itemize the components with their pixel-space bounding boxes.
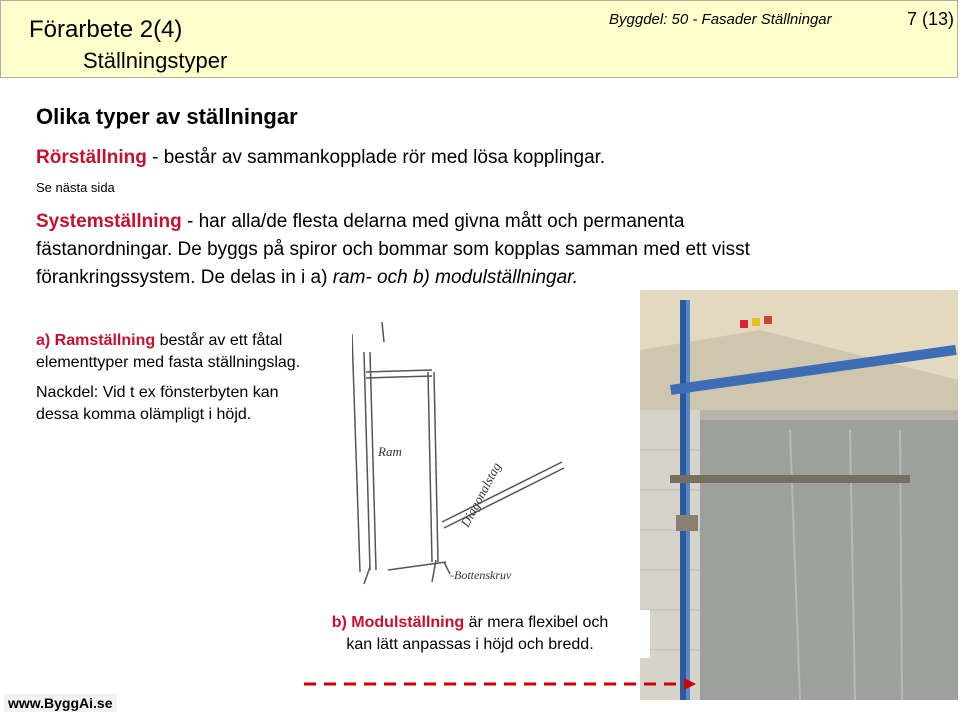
- modulstallning-photo: [640, 290, 958, 700]
- dashed-arrow: [300, 676, 700, 692]
- header-byggdel: Byggdel: 50 - Fasader Ställningar: [609, 11, 832, 28]
- system-text-3-italic: ram- och b) modulställningar.: [332, 267, 579, 288]
- ror-text: - består av sammankopplade rör med lösa kopplingar.: [146, 147, 606, 168]
- system-text-1: - har alla/de flesta delarna med givna mått och permanenta: [181, 211, 685, 232]
- sketch-label-bottenskruv: -Bottenskruv: [450, 568, 512, 582]
- header-title: Förarbete 2(4): [29, 16, 183, 43]
- system-text-3: förankringssystem. De delas in i a): [36, 267, 333, 288]
- modul-term: b) Modulställning: [331, 614, 465, 631]
- header-subtitle: Ställningstyper: [83, 48, 228, 73]
- system-line-3: [36, 266, 578, 290]
- sketch-label-diagonalstag: Diagonalstag: [457, 459, 504, 530]
- see-next-note: Se nästa sida: [36, 180, 115, 195]
- ram-line-1: [36, 330, 356, 352]
- system-term: Systemställning: [36, 211, 182, 232]
- ram-line-2: elementtyper med fasta ställningslag.: [36, 354, 301, 371]
- footer-website: www.ByggAi.se: [4, 694, 117, 712]
- sketch-label-ram: Ram: [378, 444, 402, 459]
- modul-line-1: [290, 612, 650, 634]
- system-line-1: [36, 210, 684, 234]
- ram-description: [36, 330, 356, 426]
- ror-term: Rörställning: [36, 147, 147, 168]
- section-heading: Olika typer av ställningar: [36, 104, 298, 129]
- ram-nackdel-2: dessa komma olämpligt i höjd.: [36, 406, 252, 423]
- modul-text-1: är mera flexibel och: [464, 614, 609, 631]
- modul-description: [290, 610, 650, 658]
- modul-line-2: kan lätt anpassas i höjd och bredd.: [346, 636, 594, 653]
- ram-nackdel-1: Nackdel: Vid t ex fönsterbyten kan: [36, 384, 279, 401]
- system-line-2: fästanordningar. De byggs på spiror och bommar som kopplas samman med ett visst: [36, 239, 750, 260]
- ror-line: [36, 146, 605, 170]
- header-page-number: 7 (13): [907, 9, 955, 29]
- ram-text-1: består av ett fåtal: [155, 332, 283, 349]
- slide-header: [0, 0, 958, 78]
- ramstallning-sketch: [352, 322, 632, 592]
- ram-term: a) Ramställning: [36, 332, 156, 349]
